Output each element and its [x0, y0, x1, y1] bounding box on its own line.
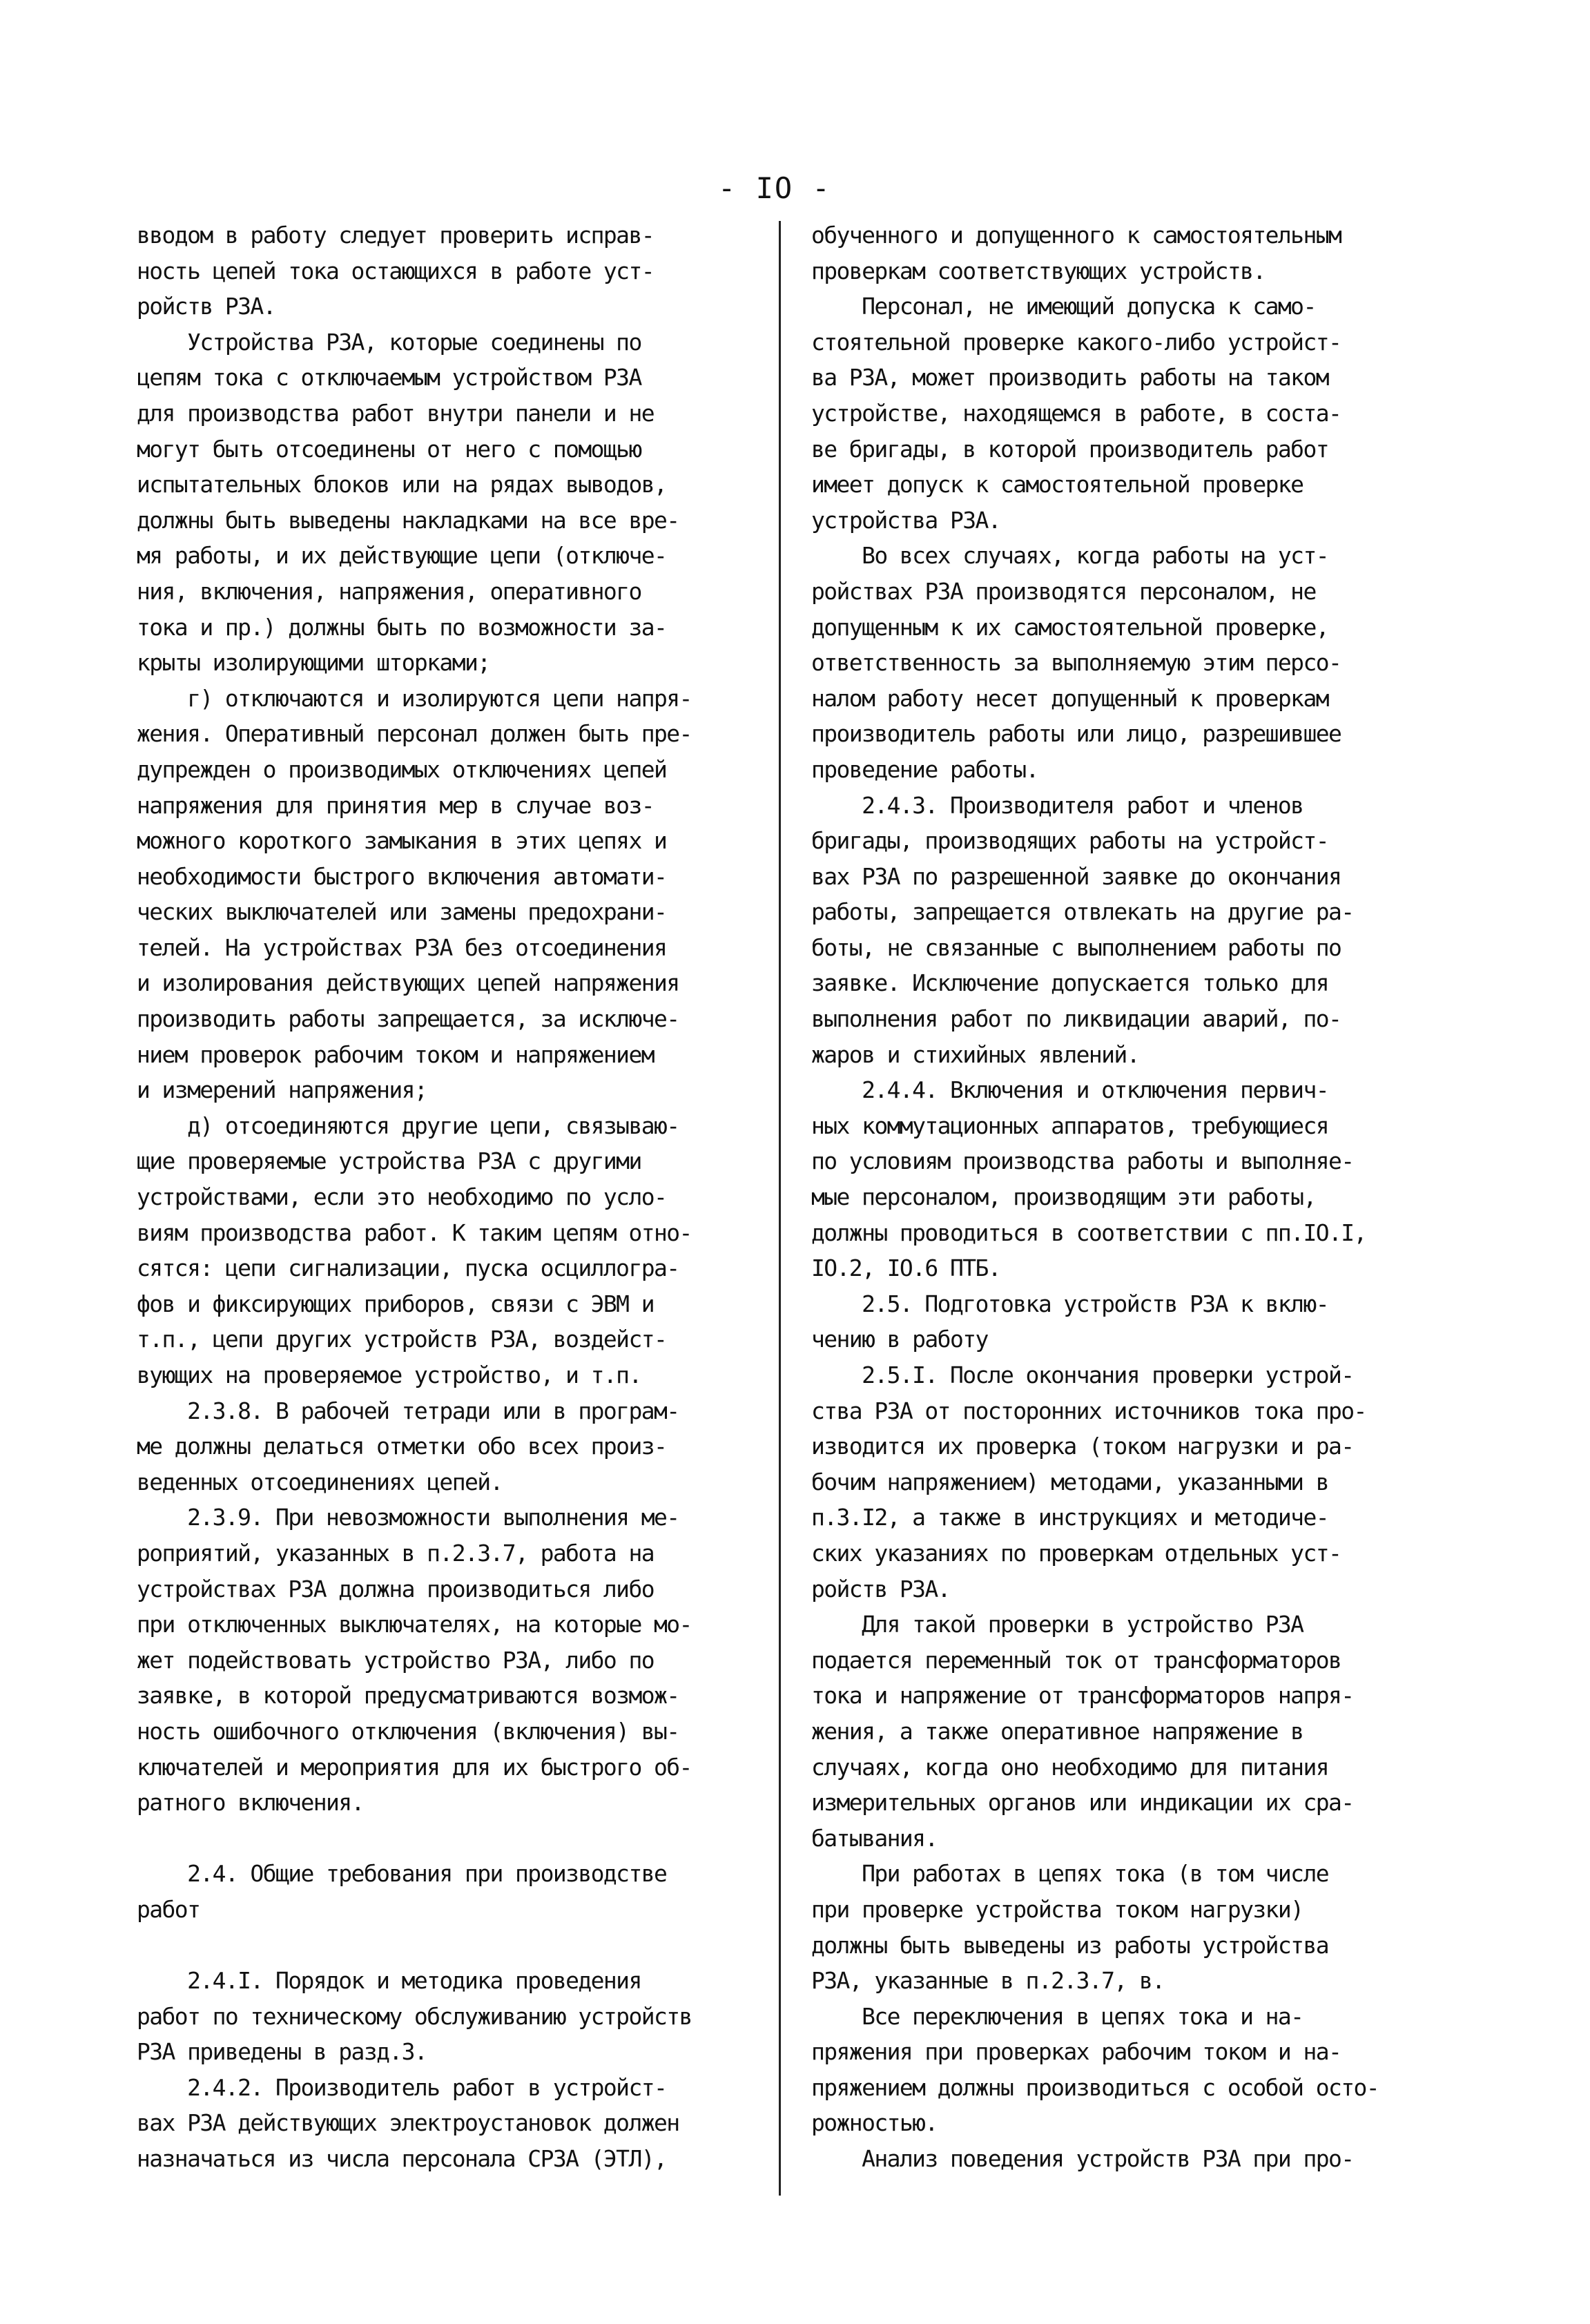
left-text-line: 2.3.9. При невозможности выполнения ме-	[137, 1504, 679, 1531]
left-text-line: устройствах РЗА должна производиться либо	[137, 1575, 654, 1602]
right-text-line: налом работу несет допущенный к проверкам	[811, 684, 1328, 712]
left-text-line: необходимости быстрого включения автомати-	[137, 862, 667, 890]
right-column	[811, 217, 1457, 2177]
left-text-line: дупрежден о производимых отключениях цепей	[137, 755, 667, 783]
left-text-line: жет подействовать устройство РЗА, либо по	[137, 1646, 654, 1674]
right-text-line: Все переключения в цепях тока и на-	[811, 2002, 1303, 2030]
left-text-line: должны быть выведены накладками на все вре-	[137, 506, 679, 534]
right-text-line: имеет допуск к самостоятельной проверке	[811, 471, 1303, 498]
left-text-line: назначаться из числа персонала СРЗА (ЭТЛ),	[137, 2145, 667, 2173]
left-text-line: ключателей и мероприятия для их быстрого об-	[137, 1753, 692, 1781]
column-divider	[779, 221, 781, 2196]
right-text-line: Персонал, не имеющий допуска к само-	[811, 293, 1316, 320]
right-text-line: устройства РЗА.	[811, 506, 1001, 534]
right-text-line: чению в работу	[811, 1326, 988, 1353]
left-text-line: производить работы запрещается, за исключе-	[137, 1005, 679, 1033]
right-text-line: должны быть выведены из работы устройства	[811, 1931, 1328, 1959]
right-text-line: пряжением должны производиться с особой осто-	[811, 2073, 1379, 2101]
right-text-line: бригады, производящих работы на устройст-	[811, 827, 1328, 855]
right-text-line: работы, запрещается отвлекать на другие ра-	[811, 898, 1354, 926]
left-text-line: 2.3.8. В рабочей тетради или в програм-	[137, 1397, 679, 1424]
right-text-line: производитель работы или лицо, разрешившее	[811, 720, 1341, 748]
left-text-line: вводом в работу следует проверить исправ-	[137, 222, 654, 249]
left-text-line: цепям тока с отключаемым устройством РЗА	[137, 364, 641, 391]
left-text-line: т.п., цепи других устройств РЗА, воздейст-	[137, 1326, 667, 1353]
left-text-line: крыты изолирующими шторками;	[137, 649, 490, 677]
left-text-line: заявке, в которой предусматриваются возмож-	[137, 1682, 679, 1710]
left-text-line: нием проверок рабочим током и напряжением	[137, 1040, 654, 1068]
left-text-line: фов и фиксирующих приборов, связи с ЭВМ и	[137, 1290, 654, 1317]
right-text-line: батывания.	[811, 1824, 938, 1852]
left-text-line: 2.4.I. Порядок и методика проведения	[137, 1967, 641, 1995]
right-text-line: ответственность за выполняемую этим персо-	[811, 649, 1341, 677]
left-text-line: ратного включения.	[137, 1789, 364, 1817]
right-text-line: допущенным к их самостоятельной проверке,	[811, 613, 1328, 641]
left-text-line: ме должны делаться отметки обо всех произ-	[137, 1433, 667, 1460]
left-text-line: работ по техническому обслуживанию устройств	[137, 2002, 692, 2030]
left-spacer	[137, 1928, 751, 1964]
right-text-line: ва РЗА, может производить работы на таком	[811, 364, 1328, 391]
left-text-line: испытательных блоков или на рядах выводов,	[137, 471, 667, 498]
left-text-line: мя работы, и их действующие цепи (отключе-	[137, 542, 667, 570]
left-text-line: ческих выключателей или замены предохрани-	[137, 898, 667, 926]
left-text-line: и изолирования действующих цепей напряжения	[137, 969, 679, 997]
right-text-line: проведение работы.	[811, 755, 1038, 783]
right-text-line: п.3.I2, а также в инструкциях и методиче-	[811, 1504, 1328, 1531]
right-text-line: проверкам соответствующих устройств.	[811, 257, 1266, 284]
right-text-line: случаях, когда оно необходимо для питания	[811, 1753, 1328, 1781]
right-text-line: 2.5. Подготовка устройств РЗА к вклю-	[811, 1290, 1328, 1317]
right-text-line: тока и напряжение от трансформаторов напря-	[811, 1682, 1354, 1710]
left-text-line: виям производства работ. К таким цепям отно-	[137, 1219, 692, 1246]
left-text-line: г) отключаются и изолируются цепи напря-	[137, 684, 692, 712]
left-text-line: веденных отсоединениях цепей.	[137, 1468, 503, 1495]
right-text-line: ства РЗА от посторонних источников тока про-	[811, 1397, 1366, 1424]
right-text-line: 2.4.3. Производителя работ и членов	[811, 791, 1303, 819]
left-text-line: д) отсоединяются другие цепи, связываю-	[137, 1112, 679, 1139]
right-text-line: мые персоналом, производящим эти работы,	[811, 1183, 1316, 1211]
right-text-line: заявке. Исключение допускается только для	[811, 969, 1328, 997]
left-spacer	[137, 1821, 751, 1857]
right-text-line: При работах в цепях тока (в том числе	[811, 1860, 1328, 1888]
left-text-line: ния, включения, напряжения, оперативного	[137, 577, 641, 605]
left-text-line: Устройства РЗА, которые соединены по	[137, 328, 641, 356]
left-text-line: РЗА приведены в разд.3.	[137, 2038, 427, 2066]
right-text-line: жаров и стихийных явлений.	[811, 1040, 1139, 1068]
right-text-line: подается переменный ток от трансформаторов	[811, 1646, 1341, 1674]
left-text-line: тока и пр.) должны быть по возможности за-	[137, 613, 667, 641]
right-text-line: должны проводиться в соответствии с пп.IO.I,	[811, 1219, 1366, 1246]
left-text-line: вах РЗА действующих электроустановок должен	[137, 2109, 679, 2137]
right-text-line: бочим напряжением) методами, указанными в	[811, 1468, 1328, 1495]
right-text-line: боты, не связанные с выполнением работы по	[811, 933, 1341, 961]
right-text-line: рожностью.	[811, 2109, 938, 2137]
left-text-line: ность ошибочного отключения (включения) вы-	[137, 1717, 679, 1745]
left-text-line: при отключенных выключателях, на которые мо-	[137, 1611, 692, 1638]
left-text-line: 2.4.2. Производитель работ в устройст-	[137, 2073, 667, 2101]
right-text-line: выполнения работ по ликвидации аварий, по-	[811, 1005, 1341, 1033]
right-text-line: IO.2, IO.6 ПТБ.	[811, 1255, 1001, 1282]
right-text-line: при проверке устройства током нагрузки)	[811, 1895, 1303, 1923]
left-text-line: сятся: цепи сигнализации, пуска осциллогра-	[137, 1255, 679, 1282]
left-text-line: 2.4. Общие требования при производстве	[137, 1860, 667, 1888]
right-text-line: 2.5.I. После окончания проверки устрой-	[811, 1362, 1354, 1388]
right-text-line: стоятельной проверке какого-либо устройст-	[811, 328, 1341, 356]
left-text-line: для производства работ внутри панели и не	[137, 399, 654, 427]
right-text-line: обученного и допущенного к самостоятельным	[811, 222, 1341, 249]
right-text-line: Анализ поведения устройств РЗА при про-	[811, 2145, 1354, 2173]
right-text-line: Для такой проверки в устройство РЗА	[811, 1611, 1303, 1638]
left-text-line: могут быть отсоединены от него с помощью	[137, 435, 641, 463]
left-text-line: вующих на проверяемое устройство, и т.п.	[137, 1362, 641, 1388]
right-text-line: измерительных органов или индикации их сра-	[811, 1789, 1354, 1817]
right-text-line: устройстве, находящемся в работе, в соста-	[811, 399, 1341, 427]
right-text-line: 2.4.4. Включения и отключения первич-	[811, 1076, 1328, 1104]
left-text-line: щие проверяемые устройства РЗА с другими	[137, 1148, 641, 1175]
right-text-line: ве бригады, в которой производитель работ	[811, 435, 1328, 463]
right-text-line: Во всех случаях, когда работы на уст-	[811, 542, 1328, 570]
right-text-line: вах РЗА по разрешенной заявке до окончания	[811, 862, 1341, 890]
left-text-line: ройств РЗА.	[137, 293, 275, 320]
left-text-line: устройствами, если это необходимо по усло-	[137, 1183, 667, 1211]
page-number: - IO -	[718, 171, 831, 205]
left-text-line: можного короткого замыкания в этих цепях и	[137, 827, 667, 855]
right-text-line: по условиям производства работы и выполняе-	[811, 1148, 1354, 1175]
left-text-line: и измерений напряжения;	[137, 1076, 427, 1104]
left-text-line: телей. На устройствах РЗА без отсоединения	[137, 933, 667, 961]
right-text-line: РЗА, указанные в п.2.3.7, в.	[811, 1967, 1165, 1995]
left-text-line: работ	[137, 1895, 200, 1923]
right-text-line: пряжения при проверках рабочим током и на-	[811, 2038, 1341, 2066]
right-text-line: ских указаниях по проверкам отдельных уст-	[811, 1539, 1341, 1567]
left-text-line: роприятий, указанных в п.2.3.7, работа на	[137, 1539, 654, 1567]
left-text-line: ность цепей тока остающихся в работе уст-	[137, 257, 654, 284]
right-text-line: ройств РЗА.	[811, 1575, 950, 1602]
right-text-line: ных коммутационных аппаратов, требующиеся	[811, 1112, 1328, 1139]
left-text-line: напряжения для принятия мер в случае воз-	[137, 791, 654, 819]
right-text-line: ройствах РЗА производятся персоналом, не	[811, 577, 1316, 605]
left-column	[137, 217, 751, 2177]
right-text-line: жения, а также оперативное напряжение в	[811, 1717, 1303, 1745]
left-text-line: жения. Оперативный персонал должен быть пре-	[137, 720, 692, 748]
right-text-line: изводится их проверка (током нагрузки и ра-	[811, 1433, 1354, 1460]
